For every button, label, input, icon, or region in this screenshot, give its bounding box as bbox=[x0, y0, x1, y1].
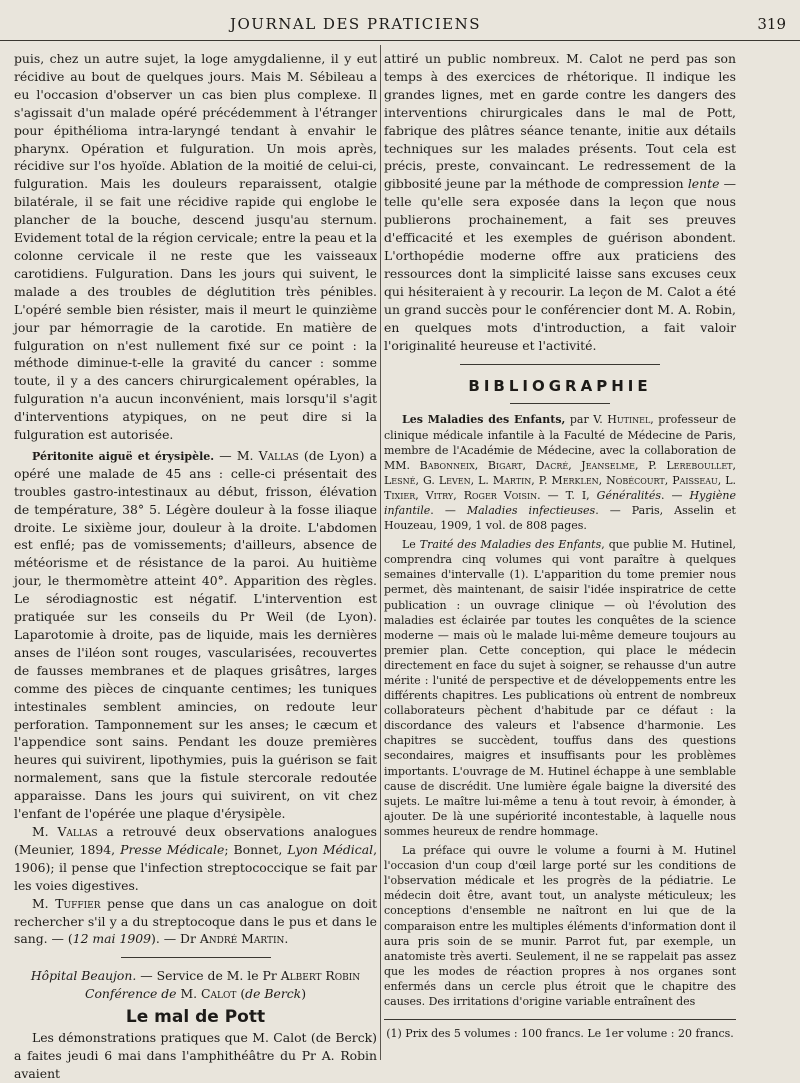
paragraph-peritonite: Péritonite aiguë et érysipèle. — M. Vallas (de Lyon) a opéré une malade de 45 ans : celle-ci présentait des troubles gastro-intestinaux au début, frisson, élévation de température, 38° 5. Légère douleur à la fosse iliaque droite. Le sixième jour, douleur à la droite. L'abdomen est enflé; pas de vomissements; d'ailleurs, absence de météorisme et de résistance de la paroi. Au huitième jour, le thermomètre atteint 40°. Apparition des règles. Le sérodiagnostic est négatif. L'intervention est pratiquée sur les conseils du Pr Weil (de Lyon). Laparotomie à droite, pas de liquide, mais les dernières anses de l'iléon sont rouges, vascularisées, recouvertes de fausses membranes et de plaques grisâtres, larges comme des pièces de cinquante centimes; les tuniques intestinales semblent amincies, on redoute leur perforation. Tamponnement sur les anses; le cæcum et l'appendice sont sains. Pendant les douze premières heures qui suivirent, lipothymies, puis la guérison se fait normalement, sans que la fistule stercorale redoutée apparaisse. Dans les jours qui suivirent, on vit chez l'enfant de l'opérée une plaque d'érysipèle. bbox=[14, 447, 377, 822]
section-divider bbox=[460, 364, 660, 365]
collaborators: Babonneix, Bigart, Dacré, Jeanselme, P. Lereboullet, Lesné, G. Leven, L. Martin, P. Merklen, Nobécourt, Paisseau, L. Tixier, Vitry, Roger Voisin bbox=[384, 458, 736, 502]
article-title-mal-de-pott: Le mal de Pott bbox=[125, 1007, 266, 1028]
page-number: 319 bbox=[757, 15, 786, 33]
column-divider bbox=[380, 45, 381, 1060]
section-lead-peritonite: Péritonite aiguë et érysipèle. bbox=[32, 449, 215, 463]
journal-title: JOURNAL DES PRATICIENS bbox=[230, 15, 482, 33]
paragraph-preface: La préface qui ouvre le volume a fourni à M. Hutinel l'occasion d'un coup d'œil large porté sur les conditions de l'observation médicale et les progrès de la pédiatrie. Le médecin doit être, avant tout, un analyste méticuleux; les conceptions d'ensemble ne naîtront en lui que de la comparaison entre les multiples éléments d'information dont il aura pris soin de se munir. Parrot fut, par exemple, un anatomiste très averti. Seulement, il ne se rappelait pas assez que les modes de réaction propres à nos organes sont enfermés dans un cercle plus étroit que le chapitre des causes. Des irritations d'origine variable entraînent des bbox=[384, 844, 736, 1008]
paragraph-calot-continued: attiré un public nombreux. M. Calot ne perd pas son temps à des exercices de rhétorique. Il indique les grandes lignes, met en garde contre les dangers des interventions chirurgicales dans le mal de Pott, fabrique des plâtres séance tenante, initie aux détails techniques sur les malades présents. Tout cela est précis, preste, convaincant. Le redressement de la gibbosité jeune par la méthode de compression lente — telle qu'elle sera exposée dans la leçon que nous publierons prochainement, a fait ses preuves d'efficacité et les exemples de guérison abondent. L'orthopédie moderne offre aux praticiens des ressources dont la simplicité laisse sans excuses ceux qui hésiteraient à y recourir. La leçon de M. Calot a été un grand succès pour le conférencier dont M. A. Robin, en quelques mots d'introduction, a fait valoir l'originalité heureuse et l'activité. bbox=[384, 51, 736, 353]
right-column bbox=[384, 50, 736, 1060]
author-name: Vallas bbox=[258, 447, 299, 463]
report-date: 12 mai 1909 bbox=[72, 931, 151, 947]
paragraph-traite: Le Traité des Maladies des Enfants, que publie M. Hutinel, comprendra cinq volumes qui vont paraître à quelques semaines d'intervalle (1). L'apparition du tome premier nous permet, dès maintenant, de saisir l'idée inspiratrice de cette publication : un ouvrage clinique — où l'évolution des maladies est éclairée par toutes les conquêtes de la science moderne — mais où le malade lui-même demeure toujours au premier plan. Cette conception, qui place le médecin directement en face du sujet à soigner, se rehausse d'un autre mérite : l'unité de perspective et de développements entre les différents chapitres. Les publications où entrent de nombreux collaborateurs pèchent d'habitude par ce défaut : la discordance des valeurs et l'absence d'harmonie. Les chapitres se succèdent, touffus dans des questions secondaires, maigres et insuffisants pour les problèmes importants. L'ouvrage de M. Hutinel échappe à une semblable cause de discrédit. Une lumière égale baigne la diversité des sujets. Le maître lui-même a tenu à tout revoir, à émonder, à ajouter. De là une supériorité incontestable, à laquelle nous sommes heureux de rendre hommage. bbox=[384, 538, 736, 838]
bibliography-entry: Les Maladies des Enfants, par V. Hutinel, professeur de clinique médicale infantile à la Faculté de Médecine de Paris, membre de l'Académie de Médecine, avec la collaboration de MM. Babonneix, Bigart, Dacré, Jeanselme, P. Lereboullet, Lesné, G. Leven, L. Martin, P. Merklen, Nobécourt, Paisseau, L. Tixier, Vitry, Roger Voisin. — T. I, Généralités. — Hygiène infantile. — Maladies infectieuses. — Paris, Asselin et Houzeau, 1909, 1 vol. de 808 pages. bbox=[384, 413, 737, 533]
author-name: Tuffier bbox=[55, 895, 101, 911]
paragraph-vallas-observations: M. Vallas a retrouvé deux observations analogues (Meunier, 1894, Presse Médicale; Bonnet, Lyon Médical, 1906); il pense que l'infection streptococcique se fait par les voies digestives. bbox=[14, 823, 378, 893]
paragraph-fulguration: puis, chez un autre sujet, la loge amygdalienne, il y eut récidive au bout de quelques jours. Mais M. Sébileau a eu l'occasion d'observer un cas bien plus complexe. Il s'agissait d'un malade opéré précédemment à l'étranger pour épithélioma intra-laryngé tendant à envahir le pharynx. Opération et fulguration. Un mois après, récidive sur l'os hyoïde. Ablation de la moitié de celui-ci, fulguration. Mais les douleurs reparaissent, otalgie bilatérale, il se fait une récidive rapide qui englobe le plancher de la bouche, descend jusqu'au sternum. Evidement total de la région cervicale; entre la peau et la colonne cervicale il ne reste que les vaisseaux carotidiens. Fulguration. Dans les jours qui suivent, le malade a des troubles de déglutition très pénibles. L'opéré semble bien résister, mais il meurt le quinzième jour par hémorragie de la carotide. En matière de fulguration on n'est nullement fixé sur ce point : la méthode diminue-t-elle la gravité du cancer : somme toute, il y a des cancers chirurgicalement opérables, la fulguration n'a aucun inconvénient, mais lorsqu'il s'agit d'interventions atypiques, on ne peut dire si la fulguration est autorisée. bbox=[14, 51, 377, 443]
hospital-line: Hôpital Beaujon. — Service de M. le Pr Albert Robin bbox=[30, 968, 361, 984]
heading-underline bbox=[510, 403, 610, 404]
left-column bbox=[14, 50, 378, 1082]
author-name: Vallas bbox=[57, 823, 98, 839]
author-name: Hutinel bbox=[607, 413, 651, 427]
footnote-rule bbox=[384, 1019, 736, 1020]
paragraph-calot-intro: Les démonstrations pratiques que M. Calot (de Berck) a faites jeudi 6 mai dans l'amphithéâtre du Pr A. Robin avaient bbox=[14, 1030, 377, 1082]
signature: André Martin bbox=[199, 931, 285, 947]
running-header bbox=[0, 0, 800, 41]
bibliographie-heading: BIBLIOGRAPHIE bbox=[468, 377, 652, 396]
section-divider bbox=[121, 957, 271, 958]
conference-line: Conférence de M. Calot (de Berck) bbox=[84, 986, 307, 1002]
book-title: Les Maladies des Enfants, bbox=[402, 413, 566, 427]
footnote: (1) Prix des 5 volumes : 100 francs. Le 1er volume : 20 francs. bbox=[386, 1027, 734, 1041]
paragraph-tuffier: M. Tuffier pense que dans un cas analogue on doit rechercher s'il y a du streptocoque dans le pus et dans le sang. — (12 mai 1909). — Dr André Martin. bbox=[14, 895, 377, 947]
